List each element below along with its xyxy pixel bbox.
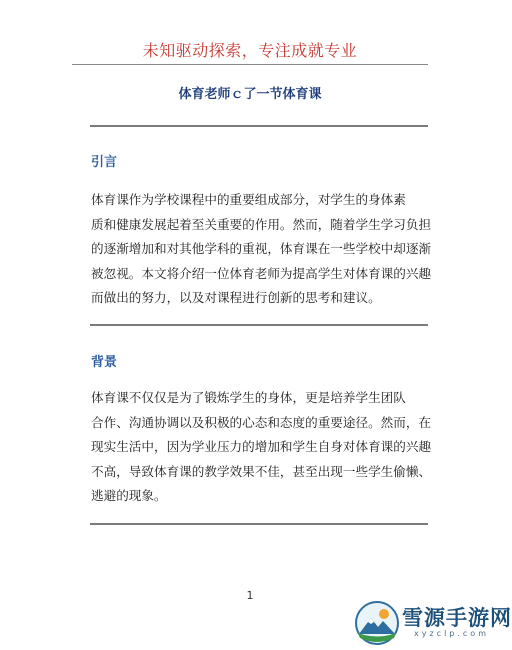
header-divider — [72, 64, 428, 65]
paragraph-line: 被忽视。本文将介绍一位体育老师为提高学生对体育课的兴趣 — [91, 265, 432, 281]
page-number: 1 — [246, 589, 254, 602]
site-watermark — [352, 596, 512, 647]
header-slogan: 未知驱动探索，专注成就专业 — [142, 41, 358, 60]
paragraph-line: 合作、沟通协调以及积极的心态和态度的重要途径。然而，在 — [91, 414, 432, 430]
paragraph-line: 而做出的努力，以及对课程进行创新的思考和建议。 — [91, 290, 381, 306]
section-divider — [90, 324, 428, 326]
watermark-site-name: 雪源手游网 — [402, 605, 512, 630]
paragraph-line: 逃避的现象。 — [91, 488, 167, 504]
section-divider — [90, 523, 428, 525]
mountain-sun-logo-icon — [354, 600, 400, 646]
section-body-intro — [91, 188, 432, 311]
section-body-background — [91, 386, 432, 509]
paragraph-line: 体育课不仅仅是为了锻炼学生的身体，更是培养学生团队 — [91, 390, 406, 405]
paragraph-line: 现实生活中，因为学业压力的增加和学生自身对体育课的兴趣 — [91, 439, 432, 455]
paragraph-line: 的逐渐增加和对其他学科的重视，体育课在一些学校中却逐渐 — [91, 241, 432, 257]
paragraph-line: 不高，导致体育课的教学效果不佳，甚至出现一些学生偷懒、 — [91, 463, 432, 479]
section-heading-intro: 引言 — [91, 155, 118, 170]
watermark-site-url: xyzclp.com — [414, 629, 489, 638]
document-title: 体育老师ｃ了一节体育课 — [178, 87, 322, 102]
section-divider — [90, 125, 428, 127]
paragraph-line: 质和健康发展起着至关重要的作用。然而，随着学生学习负担 — [91, 216, 432, 232]
section-heading-background: 背景 — [91, 355, 118, 370]
paragraph-line: 体育课作为学校课程中的重要组成部分，对学生的身体素 — [91, 192, 406, 207]
